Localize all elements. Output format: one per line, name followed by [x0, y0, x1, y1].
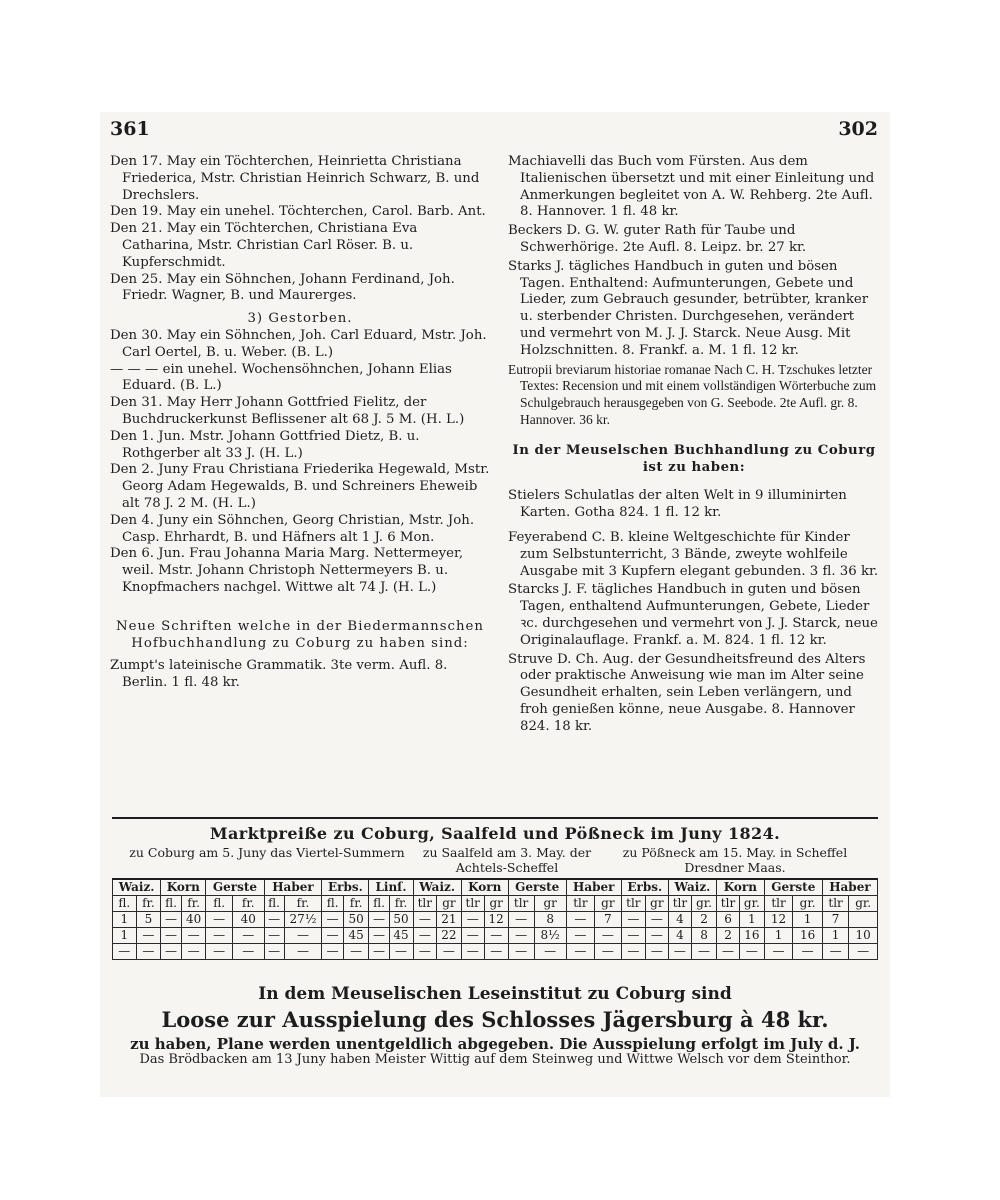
price-cell: — — [161, 944, 182, 960]
price-cell: — — [534, 944, 566, 960]
price-cell: — — [566, 912, 594, 928]
price-cell: — — [113, 944, 137, 960]
grain-header: Korn — [461, 879, 508, 896]
price-cell: — — [508, 928, 534, 944]
price-cell: 1 — [113, 928, 137, 944]
price-cell: — — [594, 944, 621, 960]
unit-cell: tlr — [413, 896, 437, 912]
unit-cell: gr. — [793, 896, 823, 912]
death-entry: Den 2. Juny Frau Christiana Friederika Hegewald, Mstr. Georg Adam Hegewalds, B. und Schreiners Eheweib alt 78 J. 2 M. (H. L.) — [110, 462, 490, 511]
grain-header: Waiz. — [668, 879, 716, 896]
grain-header: Gerste — [508, 879, 566, 896]
birth-entry: Den 17. May ein Töchterchen, Heinrietta Christiana Friederica, Mstr. Christian Heinrich Schwarz, B. und Drechslers. — [110, 154, 480, 203]
book-entry: Starks J. tägliches Handbuch in guten und bösen Tagen. Enthaltend: Aufmunterungen, Gebete und Lieder, zum Gebrauch gesunder, betrübter, kranker u. sterbender Christen. Durchgesehen, verändert und vermehrt von M. J. J. Starck. Neue Ausg. Mit Holzschnitten. 8. Frankf. a. M. 1 fl. 12 kr. — [508, 258, 869, 358]
price-cell: — — [322, 944, 343, 960]
price-cell: — — [322, 928, 343, 944]
price-cell: — — [343, 944, 369, 960]
grain-header: Erbs. — [322, 879, 369, 896]
left-column — [110, 154, 490, 692]
price-cell: 22 — [437, 928, 462, 944]
book-entry: Machiavelli das Buch vom Fürsten. Aus dem Italienischen übersetzt und mit einer Einleitung und Anmerkungen begleitet von A. W. Rehberg. 2te Aufl. 8. Hannover. 1 fl. 48 kr. — [508, 154, 875, 220]
market-sub-coburg: zu Coburg am 5. Juny das Viertel-Summern — [129, 845, 405, 860]
price-cell: — — [668, 944, 691, 960]
price-cell: 8 — [534, 912, 566, 928]
price-cell: — — [822, 944, 848, 960]
table-row — [113, 928, 878, 944]
birth-entry: Den 25. May ein Söhnchen, Johann Ferdinand, Joh. Friedr. Wagner, B. und Maurerges. — [110, 271, 455, 304]
price-cell: — — [508, 912, 534, 928]
price-cell: 16 — [793, 928, 823, 944]
price-cell: — — [645, 912, 668, 928]
price-cell: — — [621, 928, 645, 944]
price-cell: — — [413, 928, 437, 944]
price-cell: — — [717, 944, 740, 960]
death-entry: Den 1. Jun. Mstr. Johann Gottfried Dietz, B. u. Rothgerber alt 33 J. (H. L.) — [110, 428, 420, 461]
price-cell: 45 — [389, 928, 413, 944]
new-books-heading: Neue Schriften welche in der Biedermannschen Hofbuchhandlung zu Coburg zu haben sind: — [116, 618, 484, 651]
price-cell: 2 — [692, 912, 717, 928]
price-cell: 40 — [181, 912, 206, 928]
price-cell: — — [284, 928, 322, 944]
price-cell: — — [413, 944, 437, 960]
death-entry: Den 4. Juny ein Söhnchen, Georg Christian, Mstr. Joh. Casp. Ehrhardt, B. und Häfners alt 1 J. 6 Mon. — [110, 512, 475, 545]
book-entry: Beckers D. G. W. guter Rath für Taube und Schwerhörige. 2te Aufl. 8. Leipz. br. 27 kr. — [508, 223, 807, 255]
price-cell: — — [645, 928, 668, 944]
price-cell: — — [161, 928, 182, 944]
price-cell: — — [739, 944, 764, 960]
unit-cell: fr. — [232, 896, 264, 912]
price-cell: 1 — [764, 928, 793, 944]
section-heading-deaths: 3) Gestorben. — [247, 311, 353, 327]
unit-cell: tlr — [508, 896, 534, 912]
bakers-notice: Das Brödbacken am 13 Juny haben Meister Wittig auf dem Steinweg und Wittwe Welsch vor dem Steinthor. — [139, 1052, 851, 1067]
price-cell: — — [594, 928, 621, 944]
price-cell: — — [793, 944, 823, 960]
notice-line-1: In dem Meuselischen Leseinstitut zu Coburg sind — [258, 984, 732, 1004]
grain-header: Korn — [717, 879, 765, 896]
price-cell: — — [232, 928, 264, 944]
unit-cell: fl. — [161, 896, 182, 912]
grain-header: Erbs. — [621, 879, 668, 896]
price-cell: 16 — [739, 928, 764, 944]
price-cell: — — [764, 944, 793, 960]
book-entry: Stielers Schulatlas der alten Welt in 9 illuminirten Karten. Gotha 824. 1 fl. 12 kr. — [508, 488, 847, 521]
price-cell: — — [621, 944, 645, 960]
unit-cell: fl. — [206, 896, 233, 912]
price-cell: 27½ — [284, 912, 322, 928]
book-entry: Eutropii breviarum historiae romanae Nach C. H. Tzschukes letzter Textes: Recension und mit einem vollständigen Wörterbuche zum Schulgebrauch herausgegeben von G. Seebode. 2te Aufl. gr. 8. Hannover. 36 kr. — [508, 361, 877, 427]
price-cell: — — [264, 944, 284, 960]
price-cell: — — [437, 944, 462, 960]
table-row — [113, 912, 878, 928]
unit-cell: tlr — [461, 896, 484, 912]
unit-cell: fr. — [136, 896, 161, 912]
price-cell: — — [369, 944, 389, 960]
birth-entry: Den 21. May ein Töchterchen, Christiana Eva Catharina, Mstr. Christian Carl Röser. B. u. Kupferschmidt. — [110, 221, 418, 270]
price-cell: — — [508, 944, 534, 960]
unit-cell: tlr — [621, 896, 645, 912]
price-cell: 4 — [668, 912, 691, 928]
bookshop-heading: In der Meuselschen Buchhandlung zu Coburg ist zu haben: — [512, 442, 876, 475]
grain-header: Gerste — [764, 879, 822, 896]
price-cell: 8½ — [534, 928, 566, 944]
unit-cell: tlr — [822, 896, 848, 912]
unit-cell: fl. — [113, 896, 137, 912]
price-cell: — — [136, 944, 161, 960]
price-cell: — — [264, 912, 284, 928]
market-sub-poessneck: zu Pößneck am 15. May. in Scheffel Dresdner Maas. — [622, 845, 848, 875]
price-cell: — — [322, 912, 343, 928]
market-prices — [112, 824, 878, 960]
price-cell: — — [413, 912, 437, 928]
price-cell: 6 — [717, 912, 740, 928]
price-cell — [849, 912, 878, 928]
unit-cell: fr. — [181, 896, 206, 912]
grain-header: Gerste — [206, 879, 264, 896]
death-entry: Den 30. May ein Söhnchen, Joh. Carl Eduard, Mstr. Joh. Carl Oertel, B. u. Weber. (B. L.) — [110, 327, 487, 360]
book-entry: Starcks J. F. tägliches Handbuch in guten und bösen Tagen, enthaltend Aufmunterungen, Gebete, Lieder ꝛc. durchgesehen und vermehrt von J. J. Starck, neue Originalauflage. Frankf. a. M. 824. 1 fl. 12 kr. — [508, 582, 878, 648]
price-cell: 1 — [822, 928, 848, 944]
page-number-right: 302 — [838, 118, 878, 140]
price-cell: 12 — [484, 912, 508, 928]
price-cell: 5 — [136, 912, 161, 928]
price-cell: — — [181, 944, 206, 960]
book-entry: Zumpt's lateinische Grammatik. 3te verm. Aufl. 8. Berlin. 1 fl. 48 kr. — [110, 658, 448, 691]
price-cell: 8 — [692, 928, 717, 944]
price-cell: — — [264, 928, 284, 944]
price-cell: 50 — [389, 912, 413, 928]
price-cell: 4 — [668, 928, 691, 944]
newspaper-page — [100, 112, 890, 1097]
price-cell: — — [645, 944, 668, 960]
grain-header: Haber — [566, 879, 621, 896]
grain-header: Haber — [264, 879, 322, 896]
grain-header: Korn — [161, 879, 206, 896]
unit-cell: gr. — [692, 896, 717, 912]
right-column — [508, 154, 880, 736]
grain-header: Waiz. — [413, 879, 461, 896]
unit-cell: gr — [484, 896, 508, 912]
price-cell: — — [566, 928, 594, 944]
price-cell: 21 — [437, 912, 462, 928]
price-cell: — — [369, 928, 389, 944]
price-cell: — — [566, 944, 594, 960]
table-row — [113, 944, 878, 960]
price-cell: 1 — [113, 912, 137, 928]
unit-cell: gr — [594, 896, 621, 912]
price-cell: 7 — [822, 912, 848, 928]
price-cell: 1 — [793, 912, 823, 928]
unit-cell: gr — [437, 896, 462, 912]
notice-line-3: zu haben, Plane werden unentgeldlich abgegeben. Die Ausspielung erfolgt im July d. J. — [130, 1035, 860, 1053]
price-cell: 1 — [739, 912, 764, 928]
unit-cell: gr — [534, 896, 566, 912]
price-cell: 2 — [717, 928, 740, 944]
price-cell: 12 — [764, 912, 793, 928]
unit-cell: gr — [645, 896, 668, 912]
death-entry: — — — ein unehel. Wochensöhnchen, Johann Elias Eduard. (B. L.) — [110, 361, 452, 394]
price-cell: — — [284, 944, 322, 960]
price-cell: — — [621, 912, 645, 928]
price-cell: — — [206, 912, 233, 928]
price-cell: — — [849, 944, 878, 960]
price-cell: 45 — [343, 928, 369, 944]
market-title: Marktpreiße zu Coburg, Saalfeld und Pößneck im Juny 1824. — [209, 824, 781, 843]
price-cell: — — [206, 928, 233, 944]
price-cell: — — [461, 928, 484, 944]
unit-cell: tlr — [668, 896, 691, 912]
price-cell: — — [389, 944, 413, 960]
grain-header: Haber — [822, 879, 877, 896]
unit-cell: gr. — [849, 896, 878, 912]
price-cell: 7 — [594, 912, 621, 928]
unit-cell: fl. — [264, 896, 284, 912]
unit-cell: tlr — [764, 896, 793, 912]
price-cell: 40 — [232, 912, 264, 928]
market-sub-saalfeld: zu Saalfeld am 3. May. der Achtels-Scheffel — [422, 845, 592, 875]
price-cell: — — [161, 912, 182, 928]
birth-entry: Den 19. May ein unehel. Töchterchen, Carol. Barb. Ant. — [110, 204, 486, 220]
page-number-left: 361 — [110, 118, 150, 140]
price-cell: — — [461, 944, 484, 960]
price-cell: 10 — [849, 928, 878, 944]
notice-line-2: Loose zur Ausspielung des Schlosses Jägersburg à 48 kr. — [161, 1007, 829, 1032]
book-entry: Struve D. Ch. Aug. der Gesundheitsfreund des Alters oder praktische Anweisung wie man im Alter seine Gesundheit erhalten, sein Leben verlängern, und froh genießen könne, neue Ausgabe. 8. Hannover 824. 18 kr. — [508, 651, 866, 734]
price-cell: — — [369, 912, 389, 928]
price-cell: — — [136, 928, 161, 944]
unit-cell: fr. — [389, 896, 413, 912]
unit-cell: tlr — [717, 896, 740, 912]
price-cell: — — [484, 944, 508, 960]
death-entry: Den 31. May Herr Johann Gottfried Fielitz, der Buchdruckerkunst Beflissener alt 68 J. 5 M. (H. L.) — [110, 395, 465, 427]
unit-cell: fl. — [322, 896, 343, 912]
price-cell: — — [484, 928, 508, 944]
grain-header: Waiz. — [113, 879, 161, 896]
lottery-notice — [112, 984, 878, 1053]
price-cell: — — [181, 928, 206, 944]
market-subtitles — [112, 845, 878, 875]
price-cell: — — [232, 944, 264, 960]
price-cell: — — [461, 912, 484, 928]
book-entry: Feyerabend C. B. kleine Weltgeschichte für Kinder zum Selbstunterricht, 3 Bände, zweyte wohlfeile Ausgabe mit 3 Kupfern elegant gebunden. 3 fl. 36 kr. — [508, 529, 879, 579]
unit-cell: tlr — [566, 896, 594, 912]
price-cell: 50 — [343, 912, 369, 928]
death-entry: Den 6. Jun. Frau Johanna Maria Marg. Nettermeyer, weil. Mstr. Johann Christoph Nettermeyers B. u. Knopfmachers nachgel. Wittwe alt 74 J. (H. L.) — [110, 546, 464, 595]
price-cell: — — [692, 944, 717, 960]
unit-cell: fr. — [343, 896, 369, 912]
market-price-table — [112, 878, 878, 960]
section-divider — [112, 817, 878, 819]
price-cell: — — [206, 944, 233, 960]
unit-cell: fl. — [369, 896, 389, 912]
unit-cell: gr. — [739, 896, 764, 912]
unit-cell: fr. — [284, 896, 322, 912]
grain-header: Linſ. — [369, 879, 413, 896]
